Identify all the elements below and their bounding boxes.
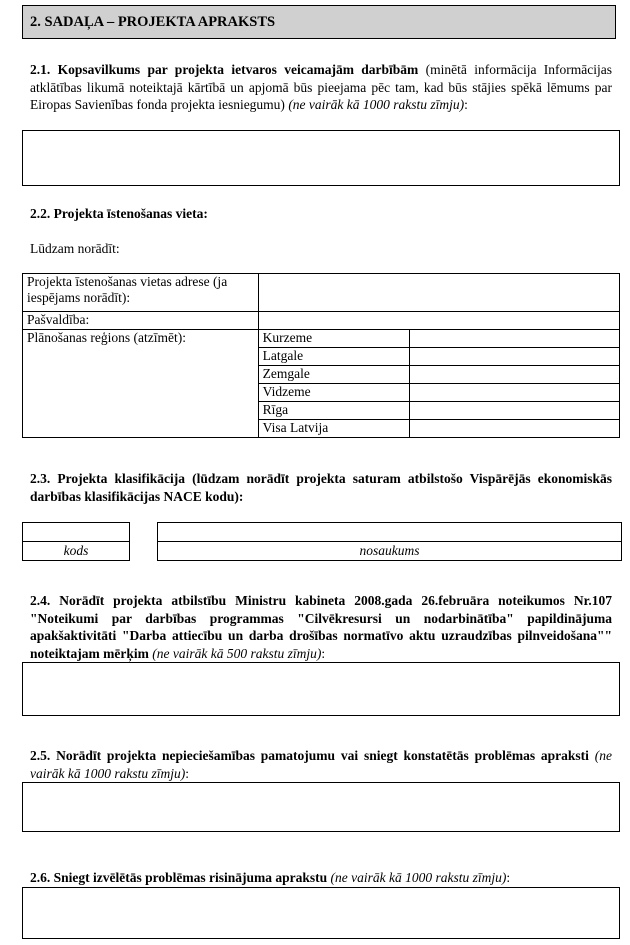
region-name: Kurzeme <box>258 330 410 348</box>
location-table <box>22 273 620 438</box>
table-row <box>23 330 620 348</box>
q22-prompt: Lūdzam norādīt: <box>30 241 120 256</box>
municipality-label: Pašvaldība: <box>23 312 259 330</box>
q21-answer-box[interactable] <box>22 130 620 186</box>
nace-name-field[interactable] <box>158 523 622 542</box>
q24-bold-text: 2.4. Norādīt projekta atbilstību Ministru kabineta 2008.gada 26.februāra noteikumos Nr.107 "Noteikumi par darbības programmas "Cilvēkresursi un nodarbinātība" papildinājuma apakšaktivitāti "Darba attiecību un darba drošības normatīvo aktu uzraudzības pilnveidošana"" noteiktajam mērķim <box>30 593 612 661</box>
table-row <box>23 274 620 312</box>
q26-answer-box[interactable] <box>22 887 620 939</box>
nace-code-field[interactable] <box>23 523 130 542</box>
address-label: Projekta īstenošanas vietas adrese (ja iespējams norādīt): <box>23 274 259 312</box>
question-2-5: 2.5. Norādīt projekta nepieciešamības pamatojumu vai sniegt konstatētās problēmas apraksti (ne vairāk kā 1000 rakstu zīmju): <box>30 748 613 781</box>
region-name: Rīga <box>258 402 410 420</box>
region-checkbox-kurzeme[interactable] <box>410 330 620 348</box>
q21-number: 2.1. <box>30 62 51 77</box>
q25-answer-box[interactable] <box>22 782 620 832</box>
section-title: SADAĻA – PROJEKTA APRAKSTS <box>44 14 276 30</box>
q21-limit: (ne vairāk kā 1000 rakstu zīmju) <box>288 97 465 112</box>
q21-bold-text: Kopsavilkums par projekta ietvaros veicamajām darbībām <box>57 62 419 77</box>
address-field[interactable] <box>258 274 619 312</box>
table-row <box>23 312 620 330</box>
q25-bold-text: 2.5. Norādīt projekta nepieciešamības pamatojumu vai sniegt konstatētās problēmas apraksti <box>30 748 589 763</box>
q24-answer-box[interactable] <box>22 662 620 716</box>
q26-bold-text: 2.6. Sniegt izvēlētās problēmas risinājuma aprakstu <box>30 870 328 885</box>
q26-limit: (ne vairāk kā 1000 rakstu zīmju) <box>330 870 507 885</box>
region-checkbox-latgale[interactable] <box>410 348 620 366</box>
nace-name-table <box>157 522 622 561</box>
nace-code-table <box>22 522 130 561</box>
region-label: Plānošanas reģions (atzīmēt): <box>23 330 259 438</box>
question-2-4: 2.4. Norādīt projekta atbilstību Ministru kabineta 2008.gada 26.februāra noteikumos Nr.107 "Noteikumi par darbības programmas "Cilvēkresursi un nodarbinātība" papildinājuma apakšaktivitāti "Darba attiecību un darba drošības normatīvo aktu uzraudzības pilnveidošana"" noteiktajam mērķim (ne vairāk kā 500 rakstu zīmju): <box>30 593 612 661</box>
nace-code-label: kods <box>23 542 130 561</box>
q21-text: (minētā informācija Informācijas atklātības likumā noteiktajā kārtībā un apjomā būs pieejama pēc tam, kad būs stājies spēkā lēmums par Eiropas Savienības fonda projekta iesniegumu) <box>30 62 613 112</box>
region-name: Zemgale <box>258 366 410 384</box>
nace-name-label: nosaukums <box>158 542 622 561</box>
region-name: Visa Latvija <box>258 420 410 438</box>
q23-title: 2.3. Projekta klasifikācija (lūdzam norādīt projekta saturam atbilstošo Vispārējās ekonomiskās darbības klasifikācijas NACE kodu): <box>30 471 612 504</box>
q24-limit: (ne vairāk kā 500 rakstu zīmju) <box>152 645 322 661</box>
region-checkbox-vidzeme[interactable] <box>410 384 620 402</box>
region-name: Vidzeme <box>258 384 410 402</box>
q25-limit: (ne vairāk kā 1000 rakstu zīmju) <box>30 748 613 781</box>
region-checkbox-riga[interactable] <box>410 402 620 420</box>
region-checkbox-zemgale[interactable] <box>410 366 620 384</box>
question-2-6: 2.6. Sniegt izvēlētās problēmas risinājuma aprakstu (ne vairāk kā 1000 rakstu zīmju): <box>30 870 511 885</box>
q22-title: 2.2. Projekta īstenošanas vieta: <box>30 206 208 221</box>
section-header <box>22 5 616 39</box>
municipality-field[interactable] <box>258 312 619 330</box>
question-2-1: 2.1. Kopsavilkums par projekta ietvaros veicamajām darbībām (minētā informācija Informācijas atklātības likumā noteiktajā kārtībā un apjomā būs pieejama pēc tam, kad būs stājies spēkā lēmums par Eiropas Savienības fonda projekta iesniegumu) (ne vairāk kā 1000 rakstu zīmju): <box>30 62 613 112</box>
region-checkbox-visa-latvija[interactable] <box>410 420 620 438</box>
region-name: Latgale <box>258 348 410 366</box>
section-number: 2. <box>30 14 41 30</box>
